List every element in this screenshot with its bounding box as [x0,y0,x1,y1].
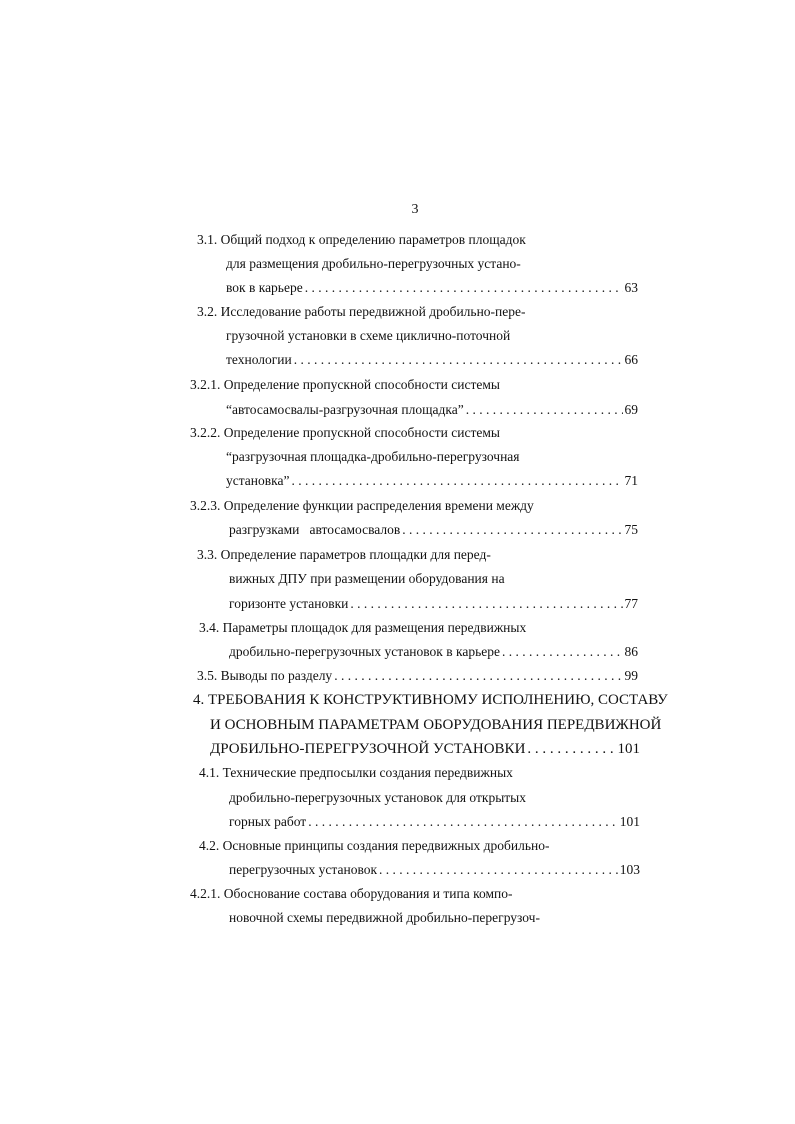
dot-leader [402,520,622,540]
dot-leader [305,278,623,298]
toc-entry-4-2-1-line-2: новочной схемы передвижной дробильно-перегрузоч- [229,910,540,925]
toc-entry-3-2-2-line-1: 3.2.2. Определение пропускной способности системы [190,425,500,440]
toc-entry-text: вок в карьере [226,280,303,295]
toc-entry-3-4-line-2 [229,642,638,662]
toc-page-ref: 66 [624,352,638,367]
dot-leader [292,471,623,491]
toc-entry-3-2-line-3 [226,350,638,370]
toc-entry-3-2-line-2: грузочной установки в схеме циклично-поточной [226,328,511,343]
toc-page-ref: 103 [619,862,640,877]
toc-chapter-4-line-3 [210,738,640,760]
toc-entry-text: 3.5. Выводы по разделу [197,668,333,683]
dot-leader [308,812,618,832]
toc-entry-text: перегрузочных установок [229,862,378,877]
toc-entry-3-2-2-line-3 [226,471,638,491]
toc-entry-4-2-1-line-1: 4.2.1. Обоснование состава оборудования и типа компо- [190,886,513,901]
dot-leader [527,738,615,760]
toc-entry-text: “автосамосвалы-разгрузочная площадка” [226,402,464,417]
toc-page-ref: 71 [624,473,638,488]
dot-leader [502,642,623,662]
toc-chapter-4-line-1: 4. ТРЕБОВАНИЯ К КОНСТРУКТИВНОМУ ИСПОЛНЕНИЮ, СОСТАВУ [193,692,668,708]
toc-entry-3-2-3-line-1: 3.2.3. Определение функции распределения времени между [190,498,534,513]
toc-entry-text: дробильно-перегрузочных установок в карьере [229,644,500,659]
toc-entry-text: разгрузками автосамосвалов [229,522,401,537]
toc-chapter-4-line-2: И ОСНОВНЫМ ПАРАМЕТРАМ ОБОРУДОВАНИЯ ПЕРЕДВИЖНОЙ [210,717,662,733]
dot-leader [334,666,622,686]
toc-page-ref: 75 [624,522,638,537]
dot-leader [294,350,623,370]
dot-leader [379,860,618,880]
toc-entry-3-1-line-1: 3.1. Общий подход к определению параметров площадок [197,232,526,247]
toc-entry-4-1-line-3 [229,812,640,832]
dot-leader [466,400,623,420]
toc-entry-text: горизонте установки [229,596,349,611]
toc-entry-text: технологии [226,352,292,367]
toc-entry-3-3-line-3 [229,594,638,614]
toc-entry-text: установка” [226,473,290,488]
toc-entry-text: ДРОБИЛЬНО-ПЕРЕГРУЗОЧНОЙ УСТАНОВКИ [210,741,526,757]
toc-page-ref: 86 [624,644,638,659]
page-number: 3 [411,202,419,217]
toc-entry-3-2-line-1: 3.2. Исследование работы передвижной дробильно-пере- [197,304,526,319]
toc-entry-3-4-line-1: 3.4. Параметры площадок для размещения передвижных [199,620,527,635]
toc-entry-3-1-line-2: для размещения дробильно-перегрузочных устано- [226,256,521,271]
toc-entry-4-1-line-1: 4.1. Технические предпосылки создания передвижных [199,765,513,780]
toc-entry-4-1-line-2: дробильно-перегрузочных установок для открытых [229,790,527,805]
toc-entry-3-2-1-line-2 [226,400,638,420]
toc-entry-4-2-line-2 [229,860,640,880]
dot-leader [350,594,622,614]
toc-entry-text: горных работ [229,814,307,829]
toc-entry-3-3-line-1: 3.3. Определение параметров площадки для перед- [197,547,491,562]
toc-page-ref: 63 [624,280,638,295]
toc-entry-3-1-line-3 [226,278,638,298]
toc-entry-3-3-line-2: вижных ДПУ при размещении оборудования на [229,571,505,586]
toc-page-ref: 99 [624,668,638,683]
toc-entry-3-2-2-line-2: “разгрузочная площадка-дробильно-перегрузочная [226,449,520,464]
toc-entry-3-2-3-line-2 [229,520,638,540]
toc-page-ref: 101 [619,814,640,829]
toc-page-ref: 77 [624,596,638,611]
toc-page-ref: 69 [624,402,638,417]
toc-entry-3-2-1-line-1: 3.2.1. Определение пропускной способности системы [190,377,500,392]
toc-entry-3-5 [197,666,638,686]
toc-page-ref: 101 [617,741,640,757]
toc-entry-4-2-line-1: 4.2. Основные принципы создания передвижных дробильно- [199,838,550,853]
